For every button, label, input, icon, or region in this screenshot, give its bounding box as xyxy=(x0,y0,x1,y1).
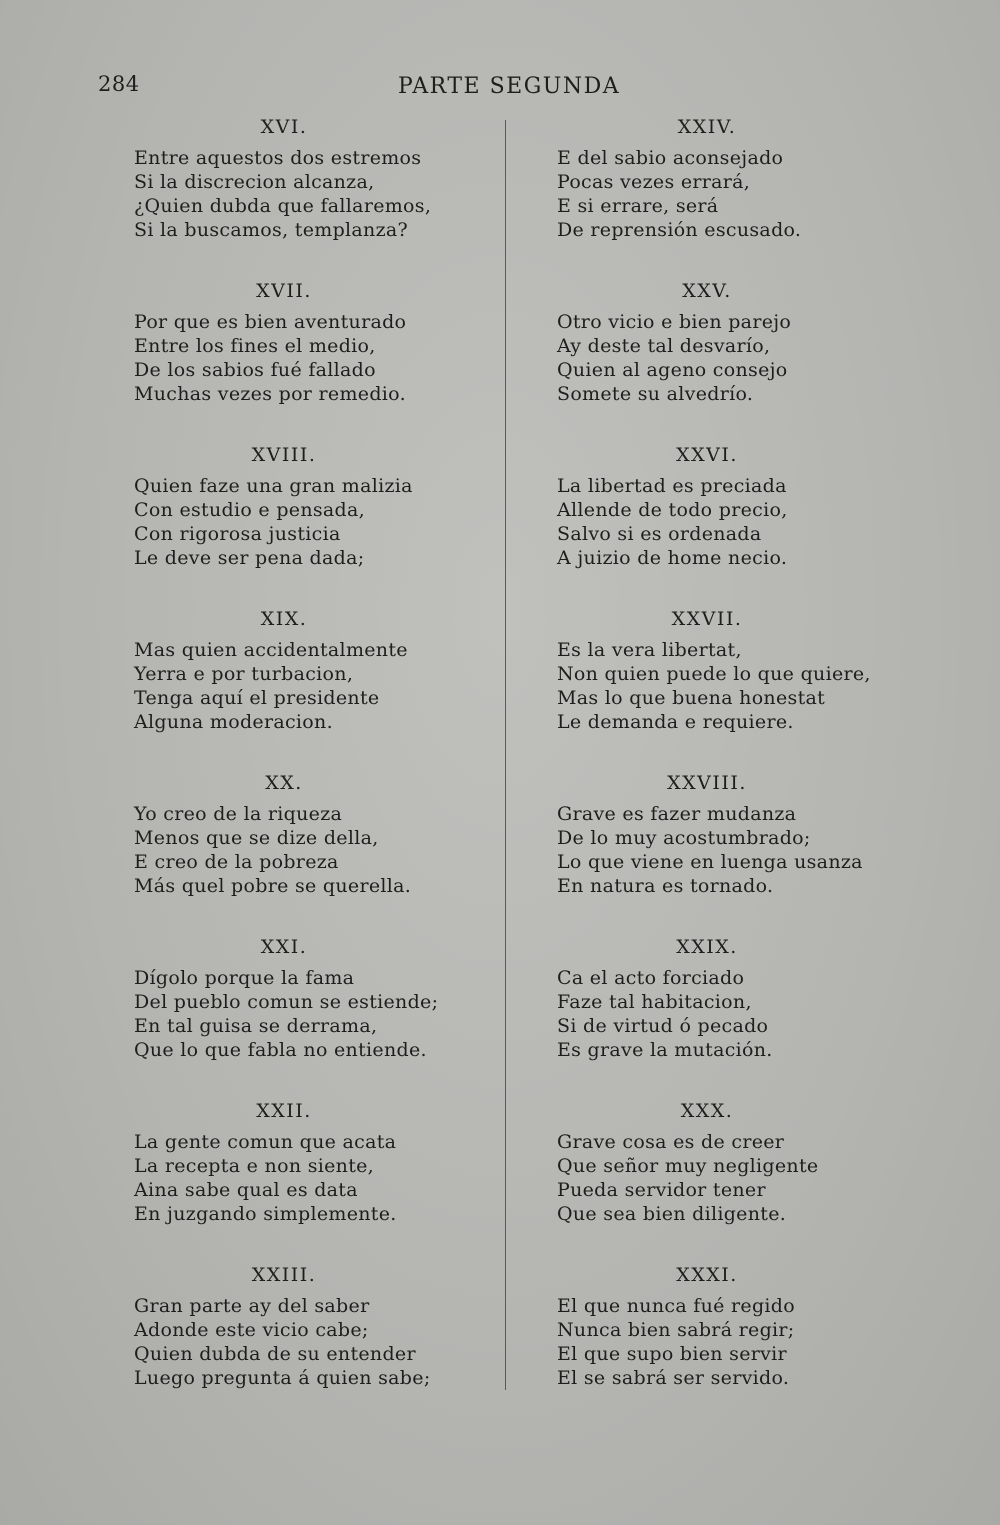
verse-line: Por que es bien aventurado xyxy=(134,311,407,333)
verse-line: E si errare, será xyxy=(557,195,719,217)
verse-line: Que señor muy negligente xyxy=(557,1155,819,1177)
verse-line: Le deve ser pena dada; xyxy=(134,547,365,569)
verse-line: Ay deste tal desvarío, xyxy=(557,335,771,357)
verse-line: Con estudio e pensada, xyxy=(134,499,365,521)
verse-line: Yerra e por turbacion, xyxy=(134,663,354,685)
stanza xyxy=(134,932,494,1096)
stanza-numeral: XXXI. xyxy=(676,1264,738,1286)
verse-line: Quien dubda de su entender xyxy=(134,1343,416,1365)
verse-line: Non quien puede lo que quiere, xyxy=(557,663,871,685)
verse-line: Le demanda e requiere. xyxy=(557,711,794,733)
running-head: PARTE SEGUNDA xyxy=(398,74,621,99)
stanza xyxy=(134,768,494,932)
stanza xyxy=(557,1096,917,1260)
stanza xyxy=(557,768,917,932)
verse-line: Gran parte ay del saber xyxy=(134,1295,370,1317)
verse-line: Otro vicio e bien parejo xyxy=(557,311,792,333)
verse-line: Si de virtud ó pecado xyxy=(557,1015,769,1037)
stanza xyxy=(134,1260,494,1424)
verse-line: De los sabios fué fallado xyxy=(134,359,376,381)
stanza-numeral: XVII. xyxy=(256,280,312,302)
verse-line: La libertad es preciada xyxy=(557,475,787,497)
verse-line: Grave es fazer mudanza xyxy=(557,803,797,825)
verse-line: Entre aquestos dos estremos xyxy=(134,147,422,169)
verse-line: Yo creo de la riqueza xyxy=(134,803,343,825)
stanza-numeral: XXII. xyxy=(256,1100,312,1122)
verse-line: Si la buscamos, templanza? xyxy=(134,219,409,241)
verse-line: Es la vera libertat, xyxy=(557,639,742,661)
verse-line: Muchas vezes por remedio. xyxy=(134,383,406,405)
stanza-numeral: XXIX. xyxy=(676,936,738,958)
verse-line: Salvo si es ordenada xyxy=(557,523,762,545)
page-number: 284 xyxy=(98,72,140,96)
stanza xyxy=(557,1260,917,1424)
stanza-numeral: XVI. xyxy=(260,116,308,138)
verse-line: Es grave la mutación. xyxy=(557,1039,773,1061)
verse-line: Dígolo porque la fama xyxy=(134,967,355,989)
verse-line: Alguna moderacion. xyxy=(134,711,333,733)
stanza xyxy=(134,440,494,604)
verse-line: Quien al ageno consejo xyxy=(557,359,788,381)
column-divider xyxy=(505,120,506,1390)
stanza xyxy=(134,112,494,276)
stanza xyxy=(134,604,494,768)
verse-line: Mas quien accidentalmente xyxy=(134,639,408,661)
verse-line: Si la discrecion alcanza, xyxy=(134,171,375,193)
verse-line: Nunca bien sabrá regir; xyxy=(557,1319,795,1341)
stanza-numeral: XXVII. xyxy=(671,608,743,630)
verse-line: El que nunca fué regido xyxy=(557,1295,796,1317)
verse-line: ¿Quien dubda que fallaremos, xyxy=(134,195,432,217)
stanza xyxy=(557,276,917,440)
stanza-numeral: XXVI. xyxy=(676,444,738,466)
verse-line: Quien faze una gran malizia xyxy=(134,475,413,497)
verse-line: En natura es tornado. xyxy=(557,875,774,897)
verse-line: La recepta e non siente, xyxy=(134,1155,375,1177)
stanza-numeral: XX. xyxy=(265,772,303,794)
verse-line: En juzgando simplemente. xyxy=(134,1203,397,1225)
left-column xyxy=(134,112,494,1424)
verse-line: Somete su alvedrío. xyxy=(557,383,754,405)
verse-line: Del pueblo comun se estiende; xyxy=(134,991,439,1013)
verse-line: Que lo que fabla no entiende. xyxy=(134,1039,427,1061)
verse-line: Ca el acto forciado xyxy=(557,967,745,989)
stanza-numeral: XXI. xyxy=(260,936,308,958)
verse-line: El que supo bien servir xyxy=(557,1343,787,1365)
verse-line: El se sabrá ser servido. xyxy=(557,1367,790,1389)
stanza-numeral: XXIV. xyxy=(677,116,737,138)
verse-line: Pueda servidor tener xyxy=(557,1179,766,1201)
stanza-numeral: XXX. xyxy=(680,1100,734,1122)
verse-line: Aina sabe qual es data xyxy=(134,1179,358,1201)
stanza-numeral: XIX. xyxy=(260,608,308,630)
verse-line: Pocas vezes errará, xyxy=(557,171,751,193)
stanza-numeral: XVIII. xyxy=(251,444,317,466)
verse-line: De lo muy acostumbrado; xyxy=(557,827,811,849)
verse-line: Tenga aquí el presidente xyxy=(134,687,380,709)
verse-line: Lo que viene en luenga usanza xyxy=(557,851,863,873)
stanza xyxy=(557,604,917,768)
right-column xyxy=(557,112,917,1424)
verse-line: Con rigorosa justicia xyxy=(134,523,341,545)
stanza xyxy=(557,440,917,604)
stanza-numeral: XXVIII. xyxy=(667,772,747,794)
verse-line: Grave cosa es de creer xyxy=(557,1131,785,1153)
verse-line: A juizio de home necio. xyxy=(557,547,788,569)
stanza xyxy=(134,276,494,440)
verse-line: La gente comun que acata xyxy=(134,1131,397,1153)
verse-line: Adonde este vicio cabe; xyxy=(134,1319,369,1341)
stanza xyxy=(557,112,917,276)
stanza-numeral: XXV. xyxy=(682,280,732,302)
verse-line: Menos que se dize della, xyxy=(134,827,379,849)
stanza xyxy=(134,1096,494,1260)
stanza xyxy=(557,932,917,1096)
verse-line: E creo de la pobreza xyxy=(134,851,339,873)
stanza-numeral: XXIII. xyxy=(251,1264,317,1286)
verse-line: Mas lo que buena honestat xyxy=(557,687,826,709)
verse-line: Faze tal habitacion, xyxy=(557,991,752,1013)
verse-line: De reprensión escusado. xyxy=(557,219,802,241)
verse-line: Que sea bien diligente. xyxy=(557,1203,787,1225)
verse-line: Entre los fines el medio, xyxy=(134,335,376,357)
verse-line: Más quel pobre se querella. xyxy=(134,875,412,897)
verse-line: En tal guisa se derrama, xyxy=(134,1015,378,1037)
verse-line: Allende de todo precio, xyxy=(557,499,788,521)
verse-line: Luego pregunta á quien sabe; xyxy=(134,1367,431,1389)
verse-line: E del sabio aconsejado xyxy=(557,147,784,169)
